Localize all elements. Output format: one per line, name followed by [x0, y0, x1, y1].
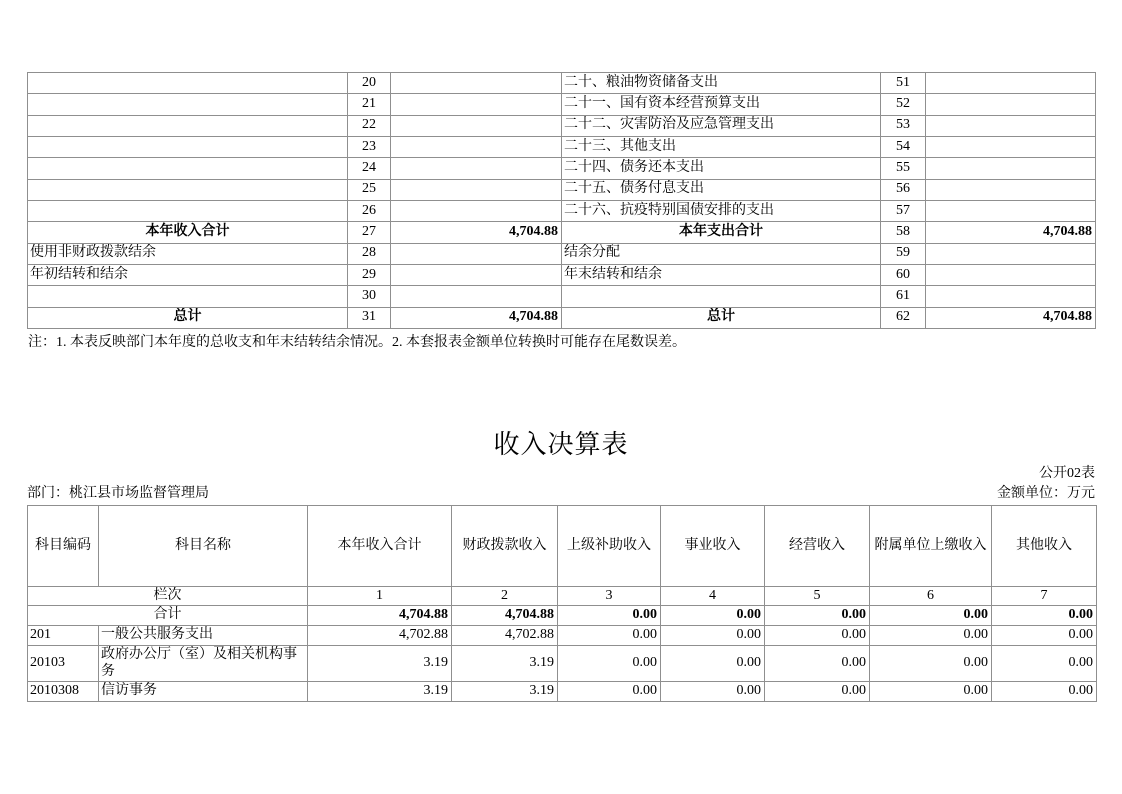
total-income-amount: 4,704.88 — [391, 222, 562, 243]
expense-item-label: 二十三、其他支出 — [562, 136, 881, 157]
line-no: 29 — [348, 264, 391, 285]
expense-item-label: 二十六、抗疫特别国债安排的支出 — [562, 200, 881, 221]
header-fiscal-allocation-income: 财政拨款收入 — [452, 506, 558, 587]
cell-value: 0.00 — [765, 645, 870, 681]
expense-item-label: 年末结转和结余 — [562, 264, 881, 285]
line-no: 60 — [881, 264, 926, 285]
column-index: 7 — [992, 587, 1097, 606]
total-value: 4,704.88 — [308, 606, 452, 626]
cell-value: 0.00 — [992, 645, 1097, 681]
table-row — [28, 94, 1096, 115]
line-no: 56 — [881, 179, 926, 200]
total-row-label: 合计 — [28, 606, 308, 626]
income-amount — [391, 286, 562, 307]
income-amount — [391, 115, 562, 136]
line-no: 58 — [881, 222, 926, 243]
income-item-label — [28, 115, 348, 136]
line-no: 25 — [348, 179, 391, 200]
total-value: 0.00 — [870, 606, 992, 626]
cell-value: 0.00 — [558, 682, 661, 702]
cell-value: 3.19 — [308, 682, 452, 702]
cell-value: 0.00 — [661, 645, 765, 681]
line-no: 31 — [348, 307, 391, 328]
expense-item-label: 二十、粮油物资储备支出 — [562, 73, 881, 94]
header-year-income-total: 本年收入合计 — [308, 506, 452, 587]
expense-amount — [926, 115, 1096, 136]
line-no: 30 — [348, 286, 391, 307]
income-table-section — [27, 505, 1097, 702]
line-no: 22 — [348, 115, 391, 136]
column-index: 6 — [870, 587, 992, 606]
line-no: 53 — [881, 115, 926, 136]
cell-value: 3.19 — [452, 645, 558, 681]
line-no: 55 — [881, 158, 926, 179]
cell-value: 0.00 — [870, 625, 992, 645]
table-row — [28, 179, 1096, 200]
data-row — [28, 682, 1097, 702]
expense-item-label — [562, 286, 881, 307]
line-no: 59 — [881, 243, 926, 264]
cell-value: 0.00 — [870, 682, 992, 702]
income-item-label — [28, 136, 348, 157]
cell-value: 0.00 — [765, 682, 870, 702]
line-no: 28 — [348, 243, 391, 264]
cell-value: 0.00 — [870, 645, 992, 681]
cell-value: 0.00 — [992, 682, 1097, 702]
expense-amount — [926, 136, 1096, 157]
header-business-income: 事业收入 — [661, 506, 765, 587]
table-row — [28, 136, 1096, 157]
table-row — [28, 243, 1096, 264]
cell-value: 3.19 — [452, 682, 558, 702]
total-income-label: 本年收入合计 — [28, 222, 348, 243]
income-amount — [391, 179, 562, 200]
expense-item-label: 二十二、灾害防治及应急管理支出 — [562, 115, 881, 136]
total-value: 0.00 — [661, 606, 765, 626]
income-table — [27, 505, 1097, 702]
line-no: 27 — [348, 222, 391, 243]
line-no: 24 — [348, 158, 391, 179]
header-operating-income: 经营收入 — [765, 506, 870, 587]
line-no: 23 — [348, 136, 391, 157]
column-index: 2 — [452, 587, 558, 606]
header-affiliated-unit-income: 附属单位上缴收入 — [870, 506, 992, 587]
subject-code: 2010308 — [28, 682, 99, 702]
grand-total-label: 总计 — [562, 307, 881, 328]
line-no: 20 — [348, 73, 391, 94]
subject-name: 一般公共服务支出 — [99, 625, 308, 645]
income-amount — [391, 73, 562, 94]
income-amount — [391, 136, 562, 157]
column-index-row — [28, 587, 1097, 606]
column-index: 5 — [765, 587, 870, 606]
expense-item-label: 二十一、国有资本经营预算支出 — [562, 94, 881, 115]
line-no: 62 — [881, 307, 926, 328]
income-item-label — [28, 286, 348, 307]
line-no: 51 — [881, 73, 926, 94]
grand-total-amount: 4,704.88 — [391, 307, 562, 328]
expense-amount — [926, 73, 1096, 94]
summary-table-section — [27, 72, 1096, 329]
cell-value: 4,702.88 — [308, 625, 452, 645]
expense-amount — [926, 264, 1096, 285]
total-value: 4,704.88 — [452, 606, 558, 626]
table-note: 注：1. 本表反映部门本年度的总收支和年末结转结余情况。2. 本套报表金额单位转换时可能存在尾数误差。 — [28, 335, 686, 350]
subject-name: 政府办公厅（室）及相关机构事务 — [99, 645, 308, 681]
grand-total-amount: 4,704.88 — [926, 307, 1096, 328]
expense-amount — [926, 200, 1096, 221]
amount-unit-label: 金额单位：万元 — [997, 486, 1095, 501]
total-expense-amount: 4,704.88 — [926, 222, 1096, 243]
income-item-label: 年初结转和结余 — [28, 264, 348, 285]
income-amount — [391, 264, 562, 285]
header-subject-code: 科目编码 — [28, 506, 99, 587]
table-row — [28, 264, 1096, 285]
header-other-income: 其他收入 — [992, 506, 1097, 587]
table-row — [28, 115, 1096, 136]
cell-value: 0.00 — [661, 682, 765, 702]
column-index: 1 — [308, 587, 452, 606]
header-row — [28, 506, 1097, 587]
column-index: 3 — [558, 587, 661, 606]
expense-item-label: 二十四、债务还本支出 — [562, 158, 881, 179]
table-row — [28, 200, 1096, 221]
expense-item-label: 结余分配 — [562, 243, 881, 264]
total-row — [28, 606, 1097, 626]
income-item-label — [28, 179, 348, 200]
expense-item-label: 二十五、债务付息支出 — [562, 179, 881, 200]
data-row — [28, 625, 1097, 645]
income-item-label: 使用非财政拨款结余 — [28, 243, 348, 264]
department-label: 部门：桃江县市场监督管理局 — [27, 486, 209, 501]
cell-value: 0.00 — [992, 625, 1097, 645]
expense-amount — [926, 179, 1096, 200]
cell-value: 0.00 — [558, 625, 661, 645]
subject-name: 信访事务 — [99, 682, 308, 702]
cell-value: 0.00 — [765, 625, 870, 645]
cell-value: 0.00 — [661, 625, 765, 645]
total-value: 0.00 — [558, 606, 661, 626]
line-no: 61 — [881, 286, 926, 307]
data-row — [28, 645, 1097, 681]
cell-value: 3.19 — [308, 645, 452, 681]
cell-value: 0.00 — [558, 645, 661, 681]
report-title: 收入决算表 — [493, 430, 629, 459]
income-item-label — [28, 73, 348, 94]
income-item-label — [28, 158, 348, 179]
table-row — [28, 158, 1096, 179]
expense-amount — [926, 286, 1096, 307]
line-no: 21 — [348, 94, 391, 115]
header-subject-name: 科目名称 — [99, 506, 308, 587]
total-value: 0.00 — [765, 606, 870, 626]
line-no: 54 — [881, 136, 926, 157]
expense-amount — [926, 158, 1096, 179]
income-item-label — [28, 94, 348, 115]
column-index: 4 — [661, 587, 765, 606]
line-no: 52 — [881, 94, 926, 115]
income-amount — [391, 94, 562, 115]
cell-value: 4,702.88 — [452, 625, 558, 645]
table-code-label: 公开02表 — [1039, 466, 1095, 481]
subject-code: 20103 — [28, 645, 99, 681]
income-item-label — [28, 200, 348, 221]
expense-amount — [926, 94, 1096, 115]
column-index-label: 栏次 — [28, 587, 308, 606]
income-amount — [391, 158, 562, 179]
income-amount — [391, 243, 562, 264]
table-row — [28, 286, 1096, 307]
grand-total-label: 总计 — [28, 307, 348, 328]
total-value: 0.00 — [992, 606, 1097, 626]
income-amount — [391, 200, 562, 221]
expense-amount — [926, 243, 1096, 264]
total-expense-label: 本年支出合计 — [562, 222, 881, 243]
table-row — [28, 73, 1096, 94]
summary-table — [27, 72, 1096, 329]
grand-total-row — [28, 307, 1096, 328]
header-superior-subsidy-income: 上级补助收入 — [558, 506, 661, 587]
total-income-row — [28, 222, 1096, 243]
line-no: 26 — [348, 200, 391, 221]
subject-code: 201 — [28, 625, 99, 645]
line-no: 57 — [881, 200, 926, 221]
